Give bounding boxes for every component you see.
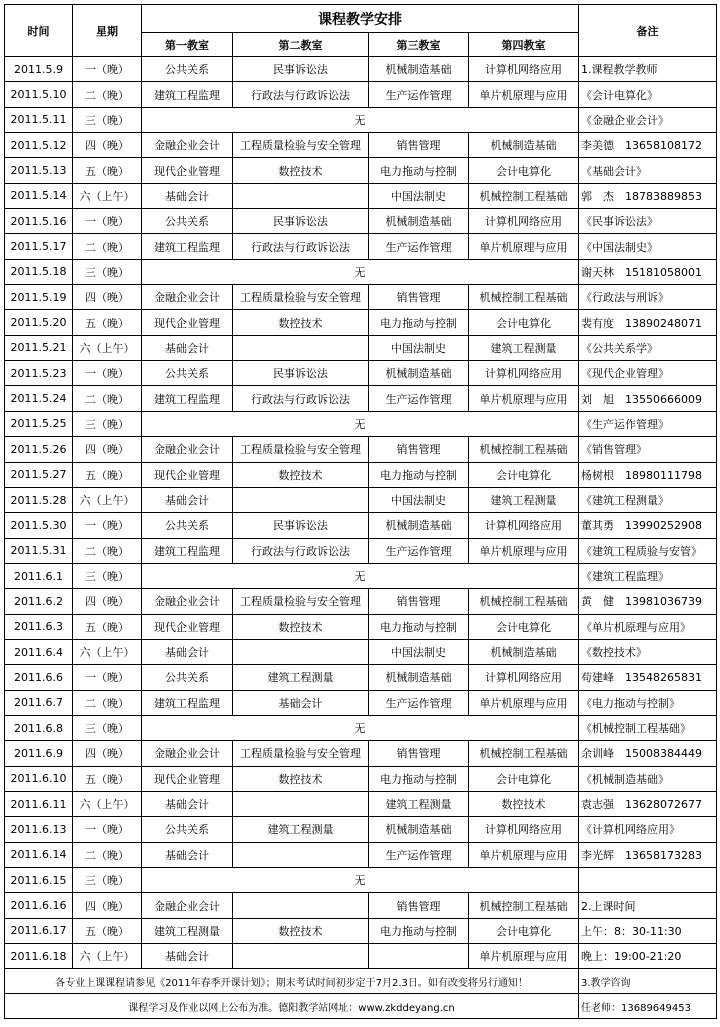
date-cell: 2011.6.4 [5, 639, 73, 664]
room-2-course: 行政法与行政诉讼法 [233, 234, 369, 259]
room-1-course: 建筑工程监理 [142, 234, 233, 259]
room-4-course: 计算机网络应用 [469, 513, 579, 538]
weekday-cell: 四（晚） [73, 741, 142, 766]
remark-cell: 李美德 13658108172 [579, 133, 717, 158]
date-cell: 2011.6.16 [5, 893, 73, 918]
room-3-course: 机械制造基础 [369, 361, 469, 386]
date-cell: 2011.5.24 [5, 386, 73, 411]
room-2-course: 民事诉讼法 [233, 361, 369, 386]
weekday-cell: 一（晚） [73, 513, 142, 538]
header-time: 时间 [5, 5, 73, 57]
no-class-cell: 无 [142, 868, 579, 893]
room-3-course: 机械制造基础 [369, 513, 469, 538]
room-1-course: 公共关系 [142, 57, 233, 82]
room-3-course: 中国法制史 [369, 183, 469, 208]
room-3-course: 机械制造基础 [369, 817, 469, 842]
room-4-course: 单片机原理与应用 [469, 386, 579, 411]
table-row [5, 639, 717, 664]
header-room-3: 第三教室 [369, 33, 469, 57]
weekday-cell: 五（晚） [73, 766, 142, 791]
remark-cell [579, 868, 717, 893]
remark-cell: 《生产运作管理》 [579, 411, 717, 436]
weekday-cell: 三（晚） [73, 107, 142, 132]
date-cell: 2011.5.27 [5, 462, 73, 487]
weekday-cell: 一（晚） [73, 209, 142, 234]
room-1-course: 金融企业会计 [142, 893, 233, 918]
room-4-course: 机械控制工程基础 [469, 741, 579, 766]
room-3-course: 机械制造基础 [369, 665, 469, 690]
weekday-cell: 一（晚） [73, 817, 142, 842]
table-row [5, 868, 717, 893]
weekday-cell: 二（晚） [73, 82, 142, 107]
no-class-cell: 无 [142, 107, 579, 132]
weekday-cell: 五（晚） [73, 918, 142, 943]
date-cell: 2011.6.6 [5, 665, 73, 690]
room-1-course: 公共关系 [142, 665, 233, 690]
remark-cell: 《行政法与刑诉》 [579, 285, 717, 310]
remark-cell: 刘 旭 13550666009 [579, 386, 717, 411]
weekday-cell: 二（晚） [73, 234, 142, 259]
date-cell: 2011.5.17 [5, 234, 73, 259]
room-3-course: 销售管理 [369, 285, 469, 310]
room-2-course: 民事诉讼法 [233, 57, 369, 82]
weekday-cell: 四（晚） [73, 437, 142, 462]
weekday-cell: 三（晚） [73, 259, 142, 284]
room-2-course: 数控技术 [233, 310, 369, 335]
room-1-course: 建筑工程监理 [142, 538, 233, 563]
weekday-cell: 一（晚） [73, 57, 142, 82]
date-cell: 2011.6.7 [5, 690, 73, 715]
remark-cell: 董其勇 13990252908 [579, 513, 717, 538]
room-1-course: 金融企业会计 [142, 741, 233, 766]
room-2-course: 工程质量检验与安全管理 [233, 741, 369, 766]
remark-cell: 《机械制造基础》 [579, 766, 717, 791]
room-4-course: 计算机网络应用 [469, 817, 579, 842]
table-row [5, 183, 717, 208]
table-row [5, 665, 717, 690]
room-3-course: 销售管理 [369, 741, 469, 766]
room-3-course: 生产运作管理 [369, 538, 469, 563]
room-2-course: 数控技术 [233, 462, 369, 487]
room-1-course: 金融企业会计 [142, 285, 233, 310]
room-2-course: 基础会计 [233, 690, 369, 715]
room-2-course [233, 893, 369, 918]
room-4-course: 单片机原理与应用 [469, 944, 579, 969]
weekday-cell: 六（上午） [73, 639, 142, 664]
room-4-course: 单片机原理与应用 [469, 842, 579, 867]
date-cell: 2011.5.20 [5, 310, 73, 335]
remark-cell: 《建筑工程监理》 [579, 563, 717, 588]
table-row [5, 741, 717, 766]
table-row [5, 614, 717, 639]
room-4-course: 机械控制工程基础 [469, 285, 579, 310]
date-cell: 2011.5.21 [5, 335, 73, 360]
weekday-cell: 五（晚） [73, 614, 142, 639]
room-3-course: 电力拖动与控制 [369, 766, 469, 791]
room-1-course: 建筑工程监理 [142, 690, 233, 715]
weekday-cell: 六（上午） [73, 944, 142, 969]
weekday-cell: 三（晚） [73, 868, 142, 893]
date-cell: 2011.5.19 [5, 285, 73, 310]
room-1-course: 金融企业会计 [142, 437, 233, 462]
remark-cell: 《单片机原理与应用》 [579, 614, 717, 639]
date-cell: 2011.6.2 [5, 589, 73, 614]
room-4-course: 单片机原理与应用 [469, 690, 579, 715]
room-3-course: 建筑工程测量 [369, 791, 469, 816]
schedule [4, 4, 716, 1019]
header-remarks: 备注 [579, 5, 717, 57]
room-1-course: 公共关系 [142, 209, 233, 234]
room-2-course: 数控技术 [233, 614, 369, 639]
weekday-cell: 五（晚） [73, 158, 142, 183]
date-cell: 2011.5.30 [5, 513, 73, 538]
room-4-course: 计算机网络应用 [469, 209, 579, 234]
remark-cell: 《会计电算化》 [579, 82, 717, 107]
room-2-course: 行政法与行政诉讼法 [233, 82, 369, 107]
remark-cell: 晚上：19:00-21:20 [579, 944, 717, 969]
room-2-course: 工程质量检验与安全管理 [233, 437, 369, 462]
room-1-course: 金融企业会计 [142, 133, 233, 158]
room-2-course: 民事诉讼法 [233, 513, 369, 538]
room-3-course: 中国法制史 [369, 487, 469, 512]
room-3-course: 电力拖动与控制 [369, 310, 469, 335]
table-row [5, 690, 717, 715]
room-2-course [233, 639, 369, 664]
footer-note-2: 课程学习及作业以网上公布为准。德阳教学站网址：www.zkddeyang.cn [5, 994, 579, 1019]
table-row [5, 361, 717, 386]
room-4-course: 计算机网络应用 [469, 57, 579, 82]
table-row [5, 82, 717, 107]
room-1-course: 公共关系 [142, 361, 233, 386]
remark-cell: 余训峰 15008384449 [579, 741, 717, 766]
room-4-course: 机械控制工程基础 [469, 437, 579, 462]
remark-cell: 《现代企业管理》 [579, 361, 717, 386]
table-row [5, 411, 717, 436]
table-row [5, 513, 717, 538]
room-4-course: 会计电算化 [469, 766, 579, 791]
table-row [5, 259, 717, 284]
table-row [5, 715, 717, 740]
remark-cell: 《计算机网络应用》 [579, 817, 717, 842]
room-1-course: 金融企业会计 [142, 589, 233, 614]
room-3-course [369, 944, 469, 969]
date-cell: 2011.5.10 [5, 82, 73, 107]
room-2-course: 工程质量检验与安全管理 [233, 589, 369, 614]
room-1-course: 基础会计 [142, 183, 233, 208]
room-3-course: 电力拖动与控制 [369, 462, 469, 487]
room-2-course [233, 487, 369, 512]
remark-cell: 《建筑工程测量》 [579, 487, 717, 512]
date-cell: 2011.6.10 [5, 766, 73, 791]
date-cell: 2011.6.17 [5, 918, 73, 943]
weekday-cell: 一（晚） [73, 361, 142, 386]
weekday-cell: 五（晚） [73, 310, 142, 335]
weekday-cell: 二（晚） [73, 842, 142, 867]
room-4-course: 会计电算化 [469, 918, 579, 943]
room-2-course [233, 791, 369, 816]
header-weekday: 星期 [73, 5, 142, 57]
date-cell: 2011.6.9 [5, 741, 73, 766]
weekday-cell: 三（晚） [73, 563, 142, 588]
date-cell: 2011.5.14 [5, 183, 73, 208]
room-4-course: 单片机原理与应用 [469, 234, 579, 259]
remark-cell: 黄 健 13981036739 [579, 589, 717, 614]
date-cell: 2011.6.1 [5, 563, 73, 588]
header-title: 课程教学安排 [142, 5, 579, 33]
remark-cell: 杨树根 18980111798 [579, 462, 717, 487]
room-2-course [233, 944, 369, 969]
room-3-course: 生产运作管理 [369, 82, 469, 107]
table-row [5, 57, 717, 82]
weekday-cell: 三（晚） [73, 411, 142, 436]
weekday-cell: 二（晚） [73, 538, 142, 563]
date-cell: 2011.5.12 [5, 133, 73, 158]
date-cell: 2011.6.18 [5, 944, 73, 969]
table-row [5, 817, 717, 842]
weekday-cell: 一（晚） [73, 665, 142, 690]
table-row [5, 462, 717, 487]
room-2-course: 数控技术 [233, 158, 369, 183]
remark-cell: 《中国法制史》 [579, 234, 717, 259]
room-4-course: 建筑工程测量 [469, 487, 579, 512]
remark-cell: 《基础会计》 [579, 158, 717, 183]
header-room-2: 第二教室 [233, 33, 369, 57]
remark-cell: 《机械控制工程基础》 [579, 715, 717, 740]
date-cell: 2011.5.28 [5, 487, 73, 512]
table-row [5, 335, 717, 360]
weekday-cell: 六（上午） [73, 487, 142, 512]
table-row [5, 386, 717, 411]
weekday-cell: 四（晚） [73, 893, 142, 918]
table-row [5, 158, 717, 183]
room-4-course: 建筑工程测量 [469, 335, 579, 360]
room-3-course: 销售管理 [369, 893, 469, 918]
remark-cell: 裴有度 13890248071 [579, 310, 717, 335]
date-cell: 2011.5.18 [5, 259, 73, 284]
room-3-course: 机械制造基础 [369, 209, 469, 234]
remark-cell: 《民事诉讼法》 [579, 209, 717, 234]
table-row [5, 234, 717, 259]
weekday-cell: 六（上午） [73, 183, 142, 208]
room-1-course: 基础会计 [142, 335, 233, 360]
room-3-course: 电力拖动与控制 [369, 918, 469, 943]
date-cell: 2011.5.31 [5, 538, 73, 563]
room-2-course: 建筑工程测量 [233, 817, 369, 842]
remark-cell: 苟建峰 13548265831 [579, 665, 717, 690]
room-1-course: 现代企业管理 [142, 614, 233, 639]
room-4-course: 会计电算化 [469, 310, 579, 335]
date-cell: 2011.5.23 [5, 361, 73, 386]
room-4-course: 会计电算化 [469, 158, 579, 183]
table-row [5, 563, 717, 588]
room-2-course: 数控技术 [233, 918, 369, 943]
remark-cell: 《建筑工程质验与安管》 [579, 538, 717, 563]
table-row [5, 791, 717, 816]
room-3-course: 电力拖动与控制 [369, 614, 469, 639]
date-cell: 2011.6.13 [5, 817, 73, 842]
table-row [5, 842, 717, 867]
table-row [5, 918, 717, 943]
remark-cell: 2.上课时间 [579, 893, 717, 918]
schedule-table [4, 4, 717, 1019]
room-2-course [233, 183, 369, 208]
table-row [5, 209, 717, 234]
weekday-cell: 四（晚） [73, 285, 142, 310]
date-cell: 2011.6.11 [5, 791, 73, 816]
room-3-course: 销售管理 [369, 589, 469, 614]
room-3-course: 销售管理 [369, 133, 469, 158]
weekday-cell: 五（晚） [73, 462, 142, 487]
remark-cell: 李光辉 13658173283 [579, 842, 717, 867]
remark-consult-phone: 任老师：13689649453 [579, 994, 717, 1019]
footer-note-1: 各专业上课课程请参见《2011年春季开课计划》；期末考试时间初步定于7月2.3日。如有改变将另行通知！ [5, 969, 579, 994]
weekday-cell: 六（上午） [73, 335, 142, 360]
remark-cell: 《公共关系学》 [579, 335, 717, 360]
room-3-course: 电力拖动与控制 [369, 158, 469, 183]
room-3-course: 生产运作管理 [369, 690, 469, 715]
room-3-course: 生产运作管理 [369, 234, 469, 259]
remark-consult: 3.教学咨询 [579, 969, 717, 994]
remark-cell: 《电力拖动与控制》 [579, 690, 717, 715]
room-4-course: 单片机原理与应用 [469, 82, 579, 107]
room-3-course: 销售管理 [369, 437, 469, 462]
room-2-course: 工程质量检验与安全管理 [233, 285, 369, 310]
room-4-course: 数控技术 [469, 791, 579, 816]
remark-cell: 郭 杰 18783889853 [579, 183, 717, 208]
remark-cell: 1.课程教学教师 [579, 57, 717, 82]
no-class-cell: 无 [142, 715, 579, 740]
room-4-course: 机械控制工程基础 [469, 893, 579, 918]
room-3-course: 生产运作管理 [369, 842, 469, 867]
room-3-course: 中国法制史 [369, 335, 469, 360]
room-2-course: 数控技术 [233, 766, 369, 791]
table-row [5, 893, 717, 918]
weekday-cell: 六（上午） [73, 791, 142, 816]
no-class-cell: 无 [142, 259, 579, 284]
table-row [5, 437, 717, 462]
header-room-1: 第一教室 [142, 33, 233, 57]
date-cell: 2011.5.16 [5, 209, 73, 234]
remark-cell: 袁志强 13628072677 [579, 791, 717, 816]
table-row [5, 538, 717, 563]
remark-cell: 《销售管理》 [579, 437, 717, 462]
room-1-course: 现代企业管理 [142, 310, 233, 335]
room-1-course: 基础会计 [142, 639, 233, 664]
room-2-course: 建筑工程测量 [233, 665, 369, 690]
room-2-course: 行政法与行政诉讼法 [233, 386, 369, 411]
weekday-cell: 四（晚） [73, 589, 142, 614]
date-cell: 2011.5.13 [5, 158, 73, 183]
room-3-course: 机械制造基础 [369, 57, 469, 82]
date-cell: 2011.6.8 [5, 715, 73, 740]
room-1-course: 基础会计 [142, 944, 233, 969]
room-1-course: 建筑工程监理 [142, 386, 233, 411]
room-2-course: 工程质量检验与安全管理 [233, 133, 369, 158]
table-row [5, 310, 717, 335]
date-cell: 2011.6.15 [5, 868, 73, 893]
weekday-cell: 四（晚） [73, 133, 142, 158]
room-4-course: 会计电算化 [469, 614, 579, 639]
weekday-cell: 二（晚） [73, 690, 142, 715]
room-2-course [233, 842, 369, 867]
table-row [5, 285, 717, 310]
table-row [5, 944, 717, 969]
room-4-course: 会计电算化 [469, 462, 579, 487]
room-4-course: 机械制造基础 [469, 639, 579, 664]
room-4-course: 计算机网络应用 [469, 665, 579, 690]
room-3-course: 中国法制史 [369, 639, 469, 664]
date-cell: 2011.5.26 [5, 437, 73, 462]
weekday-cell: 三（晚） [73, 715, 142, 740]
remark-cell: 《金融企业会计》 [579, 107, 717, 132]
room-1-course: 建筑工程监理 [142, 82, 233, 107]
date-cell: 2011.6.3 [5, 614, 73, 639]
date-cell: 2011.5.9 [5, 57, 73, 82]
room-4-course: 机械控制工程基础 [469, 183, 579, 208]
room-2-course [233, 335, 369, 360]
room-1-course: 公共关系 [142, 817, 233, 842]
room-4-course: 单片机原理与应用 [469, 538, 579, 563]
room-1-course: 现代企业管理 [142, 158, 233, 183]
weekday-cell: 二（晚） [73, 386, 142, 411]
date-cell: 2011.5.25 [5, 411, 73, 436]
table-row [5, 107, 717, 132]
date-cell: 2011.5.11 [5, 107, 73, 132]
room-1-course: 建筑工程测量 [142, 918, 233, 943]
room-4-course: 计算机网络应用 [469, 361, 579, 386]
remark-cell: 《数控技术》 [579, 639, 717, 664]
table-row [5, 766, 717, 791]
remark-cell: 上午：8：30-11:30 [579, 918, 717, 943]
room-2-course: 民事诉讼法 [233, 209, 369, 234]
room-1-course: 基础会计 [142, 487, 233, 512]
table-row [5, 589, 717, 614]
table-row [5, 133, 717, 158]
room-4-course: 机械制造基础 [469, 133, 579, 158]
room-1-course: 基础会计 [142, 842, 233, 867]
room-4-course: 机械控制工程基础 [469, 589, 579, 614]
no-class-cell: 无 [142, 563, 579, 588]
room-3-course: 生产运作管理 [369, 386, 469, 411]
no-class-cell: 无 [142, 411, 579, 436]
room-1-course: 现代企业管理 [142, 462, 233, 487]
table-row [5, 487, 717, 512]
remark-cell: 谢天林 15181058001 [579, 259, 717, 284]
room-1-course: 基础会计 [142, 791, 233, 816]
date-cell: 2011.6.14 [5, 842, 73, 867]
room-2-course: 行政法与行政诉讼法 [233, 538, 369, 563]
room-1-course: 现代企业管理 [142, 766, 233, 791]
room-1-course: 公共关系 [142, 513, 233, 538]
header-room-4: 第四教室 [469, 33, 579, 57]
